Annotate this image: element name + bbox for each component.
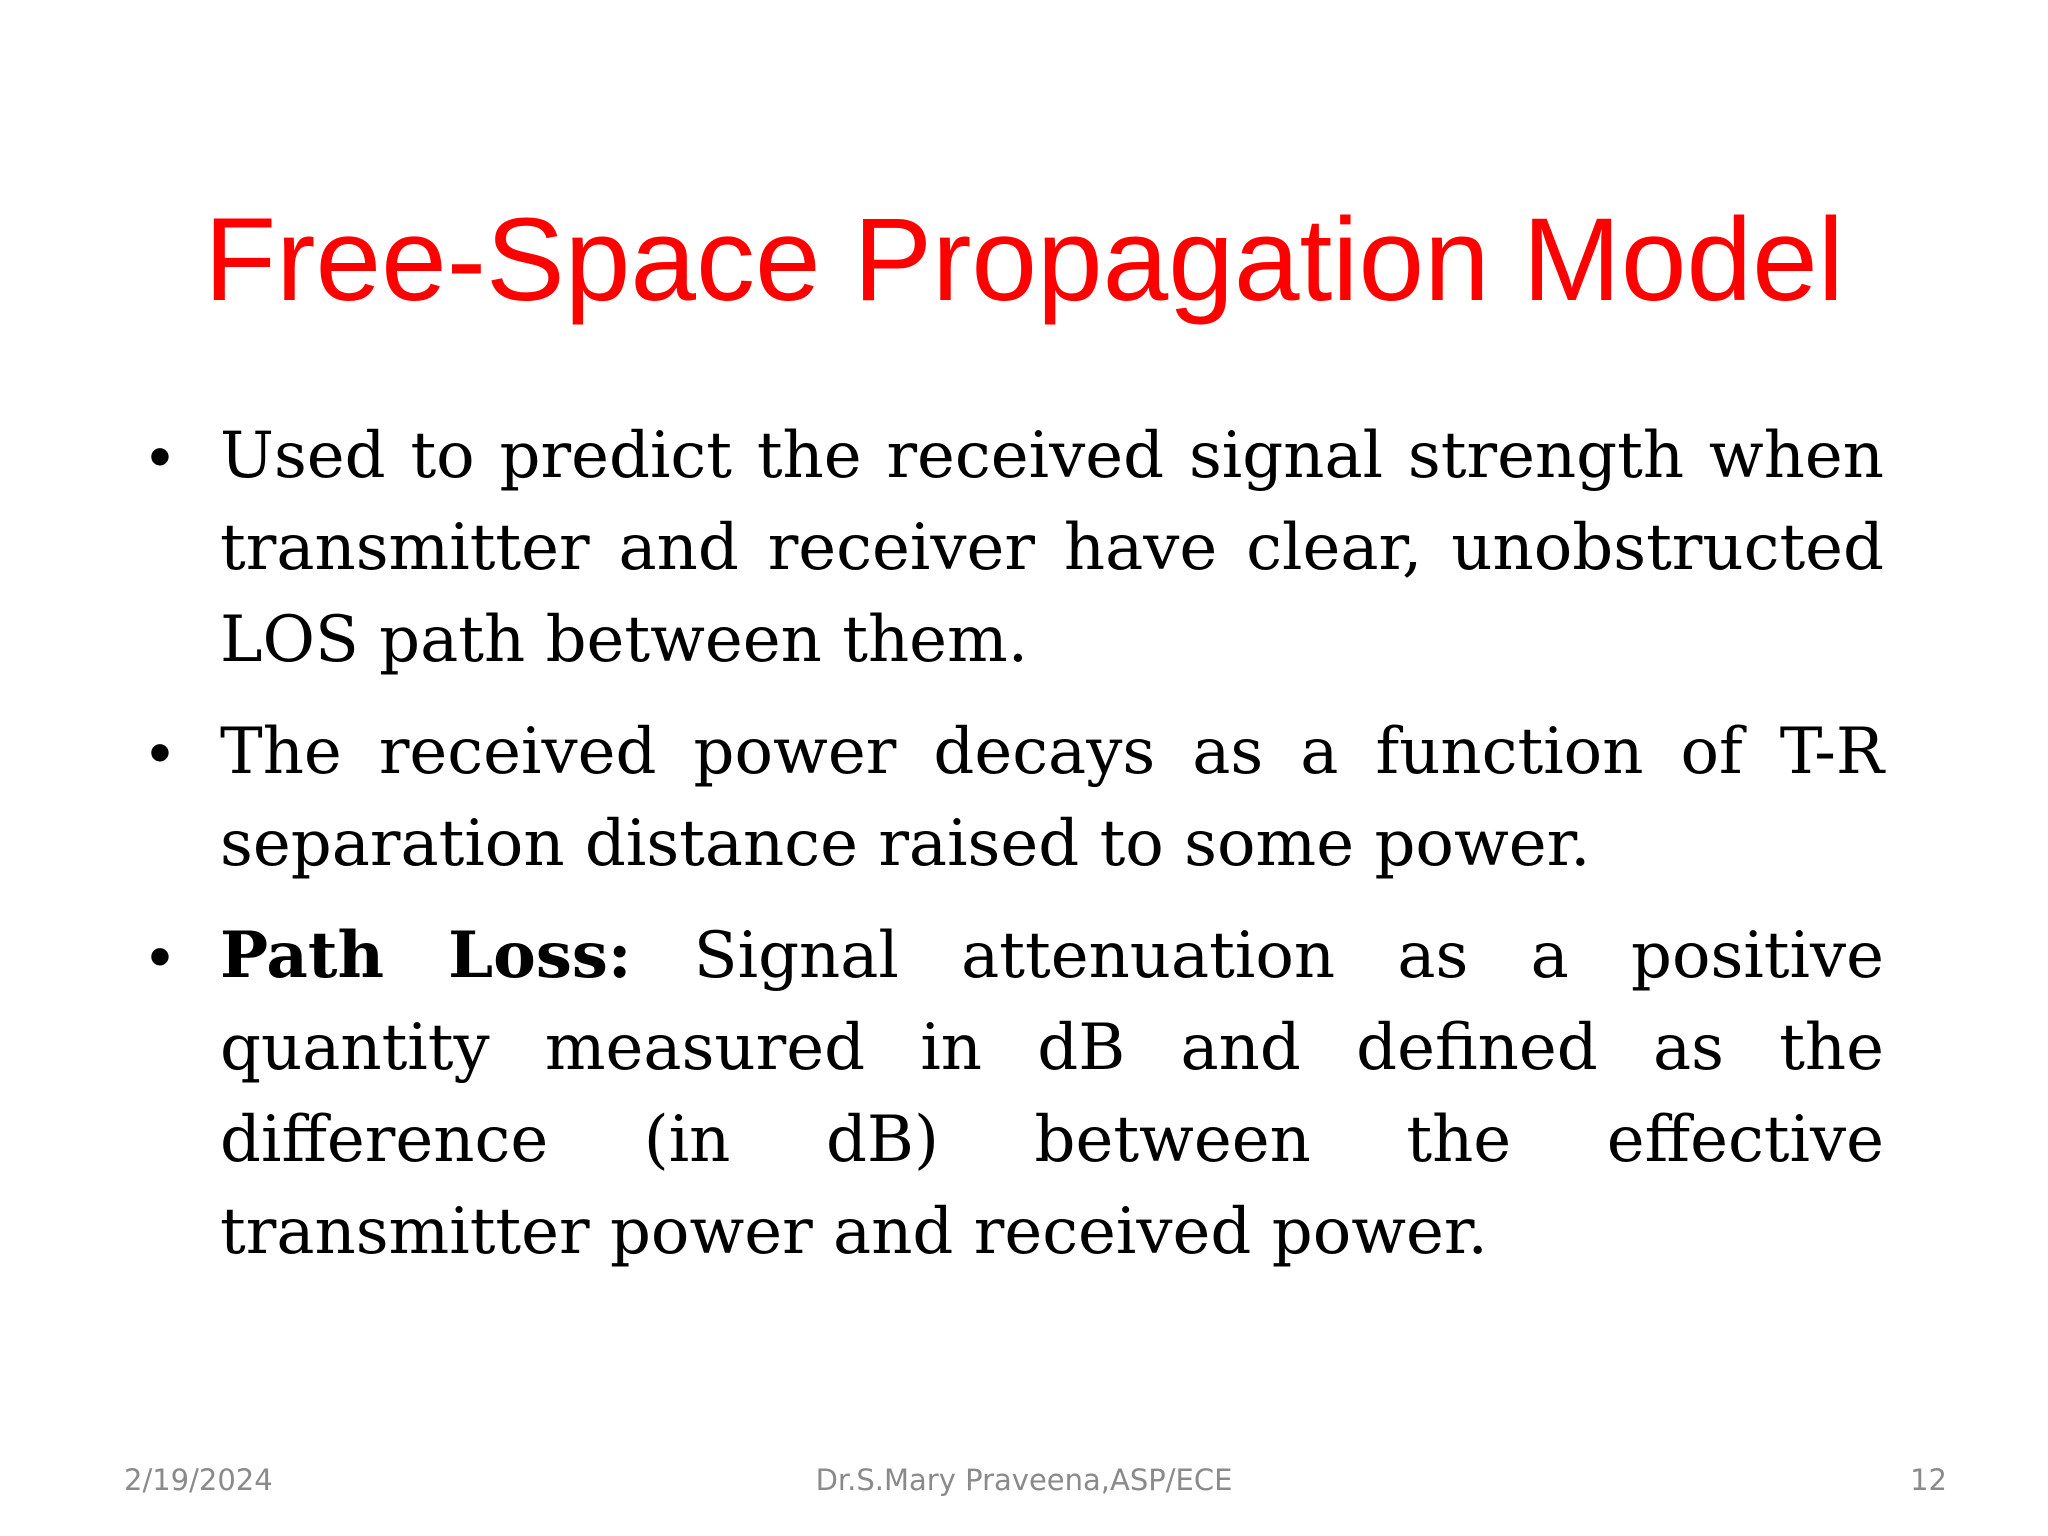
- bullet-item: [130, 910, 1884, 1278]
- footer-author: Dr.S.Mary Praveena,ASP/ECE: [815, 1463, 1233, 1497]
- bullet-text: The received power decays as a function of T-R separation distance raised to some power.: [220, 715, 1884, 881]
- bullet-icon: •: [148, 420, 172, 492]
- bullet-text: Used to predict the received signal strength when transmitter and receiver have clear, unobstructed LOS path between them.: [220, 419, 1884, 677]
- bullet-icon: •: [148, 716, 172, 788]
- bullet-bold-lead: Path Loss:: [220, 918, 632, 993]
- footer-date: 2/19/2024: [124, 1463, 273, 1497]
- bullet-item: [130, 410, 1884, 686]
- bullet-list: [130, 410, 1884, 1298]
- footer-page-number: 12: [1910, 1463, 1947, 1497]
- bullet-item: [130, 706, 1884, 890]
- bullet-icon: •: [148, 920, 172, 992]
- bullet-text: Signal attenuation as a positive quantity measured in dB and defined as the difference (in dB) between the effective transmitter power and received power.: [220, 919, 1884, 1269]
- slide-title: Free-Space Propagation Model: [204, 194, 1844, 326]
